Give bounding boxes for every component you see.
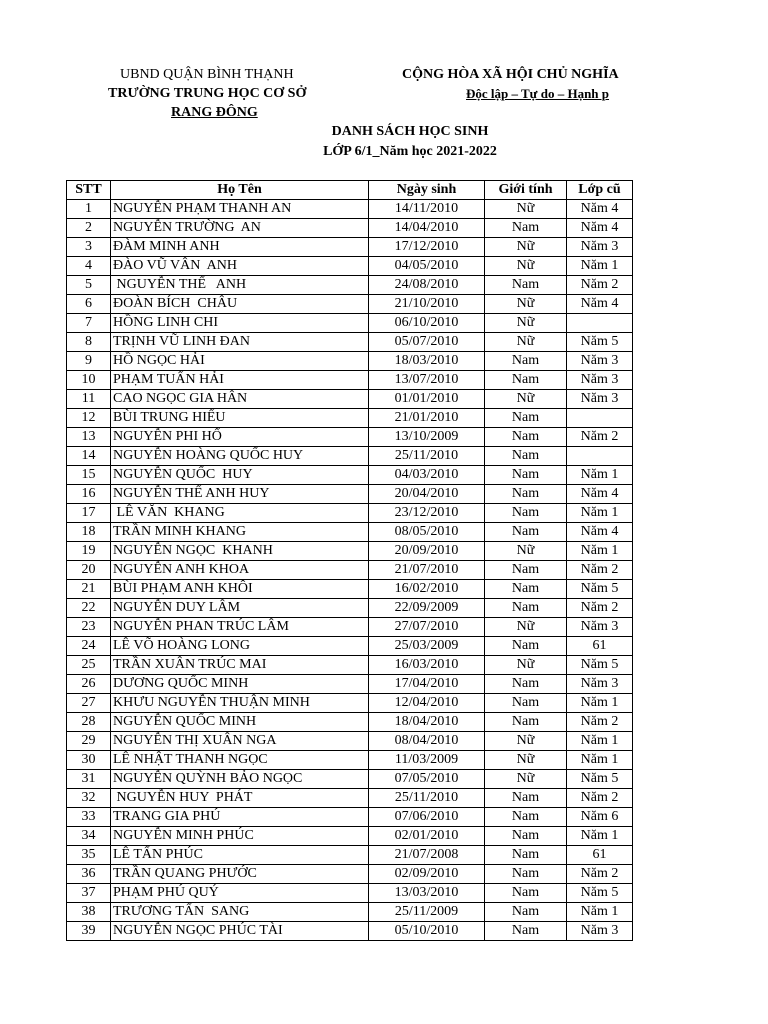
cell-name: NGUYỄN QUỐC HUY [111, 466, 369, 485]
cell-gender: Nam [485, 808, 567, 827]
cell-dob: 21/10/2010 [369, 295, 485, 314]
cell-dob: 20/09/2010 [369, 542, 485, 561]
cell-prev-class: Năm 3 [567, 371, 633, 390]
cell-prev-class: Năm 2 [567, 789, 633, 808]
cell-gender: Nam [485, 827, 567, 846]
cell-gender: Nam [485, 523, 567, 542]
cell-stt: 26 [67, 675, 111, 694]
cell-prev-class [567, 447, 633, 466]
school-name: RANG ĐÔNG [171, 105, 258, 120]
cell-stt: 25 [67, 656, 111, 675]
column-header-dob: Ngày sinh [369, 181, 485, 200]
cell-prev-class: Năm 3 [567, 238, 633, 257]
column-header-stt: STT [67, 181, 111, 200]
table-row [67, 675, 633, 694]
table-row [67, 371, 633, 390]
table-header-row [67, 181, 633, 200]
cell-prev-class: Năm 1 [567, 903, 633, 922]
table-row [67, 542, 633, 561]
cell-prev-class: Năm 4 [567, 295, 633, 314]
cell-prev-class: Năm 4 [567, 200, 633, 219]
cell-stt: 15 [67, 466, 111, 485]
cell-name: TRƯƠNG TẤN SANG [111, 903, 369, 922]
cell-gender: Nam [485, 903, 567, 922]
cell-name: NGUYỄN PHI HỔ [111, 428, 369, 447]
cell-dob: 05/07/2010 [369, 333, 485, 352]
cell-dob: 23/12/2010 [369, 504, 485, 523]
cell-gender: Nam [485, 504, 567, 523]
cell-gender: Nam [485, 694, 567, 713]
document-title: DANH SÁCH HỌC SINH [331, 124, 489, 139]
cell-stt: 21 [67, 580, 111, 599]
table-row [67, 428, 633, 447]
table-row [67, 808, 633, 827]
cell-dob: 08/04/2010 [369, 732, 485, 751]
cell-stt: 13 [67, 428, 111, 447]
cell-dob: 14/04/2010 [369, 219, 485, 238]
cell-name: BÙI PHẠM ANH KHÔI [111, 580, 369, 599]
cell-prev-class: Năm 2 [567, 713, 633, 732]
cell-name: NGUYỄN QUỐC MINH [111, 713, 369, 732]
cell-stt: 12 [67, 409, 111, 428]
cell-stt: 16 [67, 485, 111, 504]
cell-name: NGUYỄN HUY PHÁT [111, 789, 369, 808]
cell-prev-class: Năm 2 [567, 561, 633, 580]
cell-stt: 39 [67, 922, 111, 941]
cell-dob: 07/06/2010 [369, 808, 485, 827]
cell-name: NGUYỄN THẾ ANH [111, 276, 369, 295]
cell-name: HỒNG LINH CHI [111, 314, 369, 333]
cell-gender: Nam [485, 352, 567, 371]
cell-stt: 37 [67, 884, 111, 903]
cell-name: BÙI TRUNG HIẾU [111, 409, 369, 428]
cell-gender: Nam [485, 675, 567, 694]
national-motto: Độc lập – Tự do – Hạnh p [466, 86, 610, 101]
cell-prev-class: Năm 3 [567, 922, 633, 941]
cell-dob: 13/03/2010 [369, 884, 485, 903]
cell-name: NGUYỄN PHẠM THANH AN [111, 200, 369, 219]
table-row [67, 333, 633, 352]
cell-dob: 25/11/2010 [369, 447, 485, 466]
cell-prev-class: Năm 4 [567, 219, 633, 238]
cell-dob: 14/11/2010 [369, 200, 485, 219]
table-row [67, 922, 633, 941]
table-row [67, 637, 633, 656]
cell-prev-class: Năm 1 [567, 732, 633, 751]
cell-prev-class: 61 [567, 846, 633, 865]
table-row [67, 238, 633, 257]
cell-gender: Nam [485, 409, 567, 428]
cell-gender: Nam [485, 922, 567, 941]
cell-stt: 30 [67, 751, 111, 770]
cell-stt: 32 [67, 789, 111, 808]
cell-dob: 22/09/2009 [369, 599, 485, 618]
cell-dob: 21/07/2008 [369, 846, 485, 865]
cell-prev-class [567, 409, 633, 428]
cell-gender: Nữ [485, 390, 567, 409]
table-row [67, 561, 633, 580]
cell-stt: 31 [67, 770, 111, 789]
table-row [67, 827, 633, 846]
school-type: TRƯỜNG TRUNG HỌC CƠ SỞ [108, 86, 307, 101]
table-row [67, 884, 633, 903]
cell-dob: 02/09/2010 [369, 865, 485, 884]
cell-stt: 10 [67, 371, 111, 390]
cell-name: NGUYỄN QUỲNH BẢO NGỌC [111, 770, 369, 789]
cell-dob: 04/05/2010 [369, 257, 485, 276]
cell-dob: 21/01/2010 [369, 409, 485, 428]
cell-gender: Nữ [485, 314, 567, 333]
cell-stt: 17 [67, 504, 111, 523]
cell-gender: Nữ [485, 238, 567, 257]
cell-gender: Nữ [485, 542, 567, 561]
cell-prev-class: Năm 3 [567, 390, 633, 409]
table-row [67, 447, 633, 466]
student-table [66, 180, 633, 941]
cell-prev-class: Năm 1 [567, 257, 633, 276]
cell-prev-class: Năm 5 [567, 770, 633, 789]
cell-name: TRỊNH VŨ LINH ĐAN [111, 333, 369, 352]
cell-stt: 8 [67, 333, 111, 352]
cell-name: NGUYỄN ANH KHOA [111, 561, 369, 580]
cell-gender: Nam [485, 637, 567, 656]
cell-stt: 14 [67, 447, 111, 466]
cell-dob: 06/10/2010 [369, 314, 485, 333]
cell-dob: 21/07/2010 [369, 561, 485, 580]
cell-gender: Nam [485, 599, 567, 618]
table-row [67, 409, 633, 428]
cell-dob: 25/11/2009 [369, 903, 485, 922]
cell-gender: Nam [485, 580, 567, 599]
table-row [67, 257, 633, 276]
cell-dob: 12/04/2010 [369, 694, 485, 713]
cell-name: NGUYỄN MINH PHÚC [111, 827, 369, 846]
cell-name: ĐOÀN BÍCH CHÂU [111, 295, 369, 314]
district-committee: UBND QUẬN BÌNH THẠNH [120, 67, 294, 82]
cell-prev-class: Năm 2 [567, 865, 633, 884]
cell-gender: Nữ [485, 751, 567, 770]
cell-dob: 24/08/2010 [369, 276, 485, 295]
cell-gender: Nam [485, 371, 567, 390]
cell-dob: 04/03/2010 [369, 466, 485, 485]
cell-gender: Nữ [485, 257, 567, 276]
cell-stt: 9 [67, 352, 111, 371]
cell-stt: 11 [67, 390, 111, 409]
column-header-prev-class: Lớp cũ [567, 181, 633, 200]
cell-name: TRANG GIA PHÚ [111, 808, 369, 827]
cell-stt: 35 [67, 846, 111, 865]
cell-gender: Nam [485, 884, 567, 903]
cell-name: NGUYỄN DUY LÂM [111, 599, 369, 618]
cell-name: HỒ NGỌC HẢI [111, 352, 369, 371]
cell-gender: Nữ [485, 333, 567, 352]
cell-stt: 38 [67, 903, 111, 922]
table-row [67, 618, 633, 637]
table-row [67, 200, 633, 219]
cell-name: CAO NGỌC GIA HÂN [111, 390, 369, 409]
cell-dob: 13/10/2009 [369, 428, 485, 447]
cell-name: TRẦN MINH KHANG [111, 523, 369, 542]
cell-prev-class: Năm 2 [567, 428, 633, 447]
cell-dob: 11/03/2009 [369, 751, 485, 770]
cell-prev-class: Năm 4 [567, 523, 633, 542]
cell-dob: 13/07/2010 [369, 371, 485, 390]
column-header-gender: Giới tính [485, 181, 567, 200]
cell-stt: 5 [67, 276, 111, 295]
cell-prev-class: Năm 1 [567, 694, 633, 713]
table-row [67, 751, 633, 770]
cell-dob: 18/04/2010 [369, 713, 485, 732]
cell-name: DƯƠNG QUỐC MINH [111, 675, 369, 694]
cell-name: TRẦN QUANG PHƯỚC [111, 865, 369, 884]
cell-stt: 1 [67, 200, 111, 219]
table-row [67, 656, 633, 675]
cell-name: NGUYỄN TRƯỜNG AN [111, 219, 369, 238]
cell-gender: Nam [485, 428, 567, 447]
cell-gender: Nam [485, 865, 567, 884]
table-row [67, 219, 633, 238]
cell-prev-class: Năm 1 [567, 827, 633, 846]
cell-name: TRẦN XUÂN TRÚC MAI [111, 656, 369, 675]
cell-stt: 33 [67, 808, 111, 827]
cell-name: NGUYỄN THẾ ANH HUY [111, 485, 369, 504]
cell-name: NGUYỄN NGỌC PHÚC TÀI [111, 922, 369, 941]
table-row [67, 580, 633, 599]
cell-gender: Nam [485, 466, 567, 485]
cell-gender: Nam [485, 447, 567, 466]
cell-name: LÊ TẤN PHÚC [111, 846, 369, 865]
cell-prev-class: Năm 1 [567, 751, 633, 770]
student-table-body [67, 200, 633, 941]
table-row [67, 390, 633, 409]
national-title: CỘNG HÒA XÃ HỘI CHỦ NGHĨA [402, 67, 619, 82]
cell-prev-class: Năm 4 [567, 485, 633, 504]
cell-stt: 6 [67, 295, 111, 314]
document-subtitle: LỚP 6/1_Năm học 2021-2022 [323, 144, 497, 159]
table-row [67, 504, 633, 523]
cell-stt: 19 [67, 542, 111, 561]
cell-dob: 08/05/2010 [369, 523, 485, 542]
cell-prev-class: Năm 2 [567, 599, 633, 618]
cell-dob: 25/03/2009 [369, 637, 485, 656]
table-row [67, 770, 633, 789]
cell-stt: 28 [67, 713, 111, 732]
cell-prev-class: Năm 2 [567, 276, 633, 295]
cell-dob: 18/03/2010 [369, 352, 485, 371]
cell-name: NGUYỄN HOÀNG QUỐC HUY [111, 447, 369, 466]
cell-dob: 01/01/2010 [369, 390, 485, 409]
table-row [67, 295, 633, 314]
cell-stt: 18 [67, 523, 111, 542]
cell-name: ĐÀO VŨ VÂN ANH [111, 257, 369, 276]
cell-dob: 27/07/2010 [369, 618, 485, 637]
table-row [67, 732, 633, 751]
cell-gender: Nam [485, 219, 567, 238]
cell-name: KHƯU NGUYỄN THUẬN MINH [111, 694, 369, 713]
table-row [67, 903, 633, 922]
cell-dob: 17/12/2010 [369, 238, 485, 257]
cell-stt: 2 [67, 219, 111, 238]
cell-stt: 7 [67, 314, 111, 333]
table-row [67, 694, 633, 713]
cell-gender: Nữ [485, 618, 567, 637]
table-row [67, 485, 633, 504]
table-row [67, 599, 633, 618]
table-row [67, 713, 633, 732]
cell-gender: Nam [485, 276, 567, 295]
cell-prev-class: Năm 1 [567, 466, 633, 485]
table-row [67, 276, 633, 295]
cell-prev-class: Năm 3 [567, 675, 633, 694]
cell-name: PHẠM TUẤN HẢI [111, 371, 369, 390]
cell-prev-class: Năm 1 [567, 542, 633, 561]
cell-prev-class: Năm 5 [567, 580, 633, 599]
cell-name: LÊ VÕ HOÀNG LONG [111, 637, 369, 656]
cell-gender: Nữ [485, 732, 567, 751]
cell-dob: 25/11/2010 [369, 789, 485, 808]
cell-gender: Nam [485, 713, 567, 732]
cell-gender: Nữ [485, 656, 567, 675]
cell-prev-class: Năm 3 [567, 618, 633, 637]
cell-stt: 29 [67, 732, 111, 751]
cell-name: LÊ NHẬT THANH NGỌC [111, 751, 369, 770]
cell-prev-class: Năm 3 [567, 352, 633, 371]
cell-gender: Nữ [485, 200, 567, 219]
cell-stt: 20 [67, 561, 111, 580]
cell-prev-class [567, 314, 633, 333]
cell-dob: 20/04/2010 [369, 485, 485, 504]
cell-prev-class: Năm 5 [567, 884, 633, 903]
cell-dob: 17/04/2010 [369, 675, 485, 694]
table-row [67, 352, 633, 371]
cell-stt: 3 [67, 238, 111, 257]
cell-stt: 24 [67, 637, 111, 656]
cell-stt: 4 [67, 257, 111, 276]
cell-dob: 05/10/2010 [369, 922, 485, 941]
cell-gender: Nam [485, 485, 567, 504]
cell-name: ĐÀM MINH ANH [111, 238, 369, 257]
cell-prev-class: 61 [567, 637, 633, 656]
cell-name: NGUYỄN NGỌC KHANH [111, 542, 369, 561]
cell-name: NGUYỄN PHAN TRÚC LÂM [111, 618, 369, 637]
table-row [67, 314, 633, 333]
cell-dob: 02/01/2010 [369, 827, 485, 846]
cell-stt: 22 [67, 599, 111, 618]
cell-prev-class: Năm 5 [567, 656, 633, 675]
cell-dob: 16/03/2010 [369, 656, 485, 675]
cell-stt: 34 [67, 827, 111, 846]
cell-gender: Nam [485, 846, 567, 865]
column-header-name: Họ Tên [111, 181, 369, 200]
cell-gender: Nam [485, 789, 567, 808]
table-row [67, 789, 633, 808]
cell-name: LÊ VĂN KHANG [111, 504, 369, 523]
table-row [67, 865, 633, 884]
table-row [67, 846, 633, 865]
cell-gender: Nữ [485, 295, 567, 314]
cell-dob: 16/02/2010 [369, 580, 485, 599]
cell-gender: Nam [485, 561, 567, 580]
table-row [67, 523, 633, 542]
cell-prev-class: Năm 5 [567, 333, 633, 352]
cell-gender: Nữ [485, 770, 567, 789]
table-row [67, 466, 633, 485]
cell-dob: 07/05/2010 [369, 770, 485, 789]
cell-stt: 36 [67, 865, 111, 884]
cell-name: PHẠM PHÚ QUÝ [111, 884, 369, 903]
cell-prev-class: Năm 6 [567, 808, 633, 827]
cell-name: NGUYỄN THỊ XUÂN NGA [111, 732, 369, 751]
cell-stt: 23 [67, 618, 111, 637]
cell-prev-class: Năm 1 [567, 504, 633, 523]
cell-stt: 27 [67, 694, 111, 713]
